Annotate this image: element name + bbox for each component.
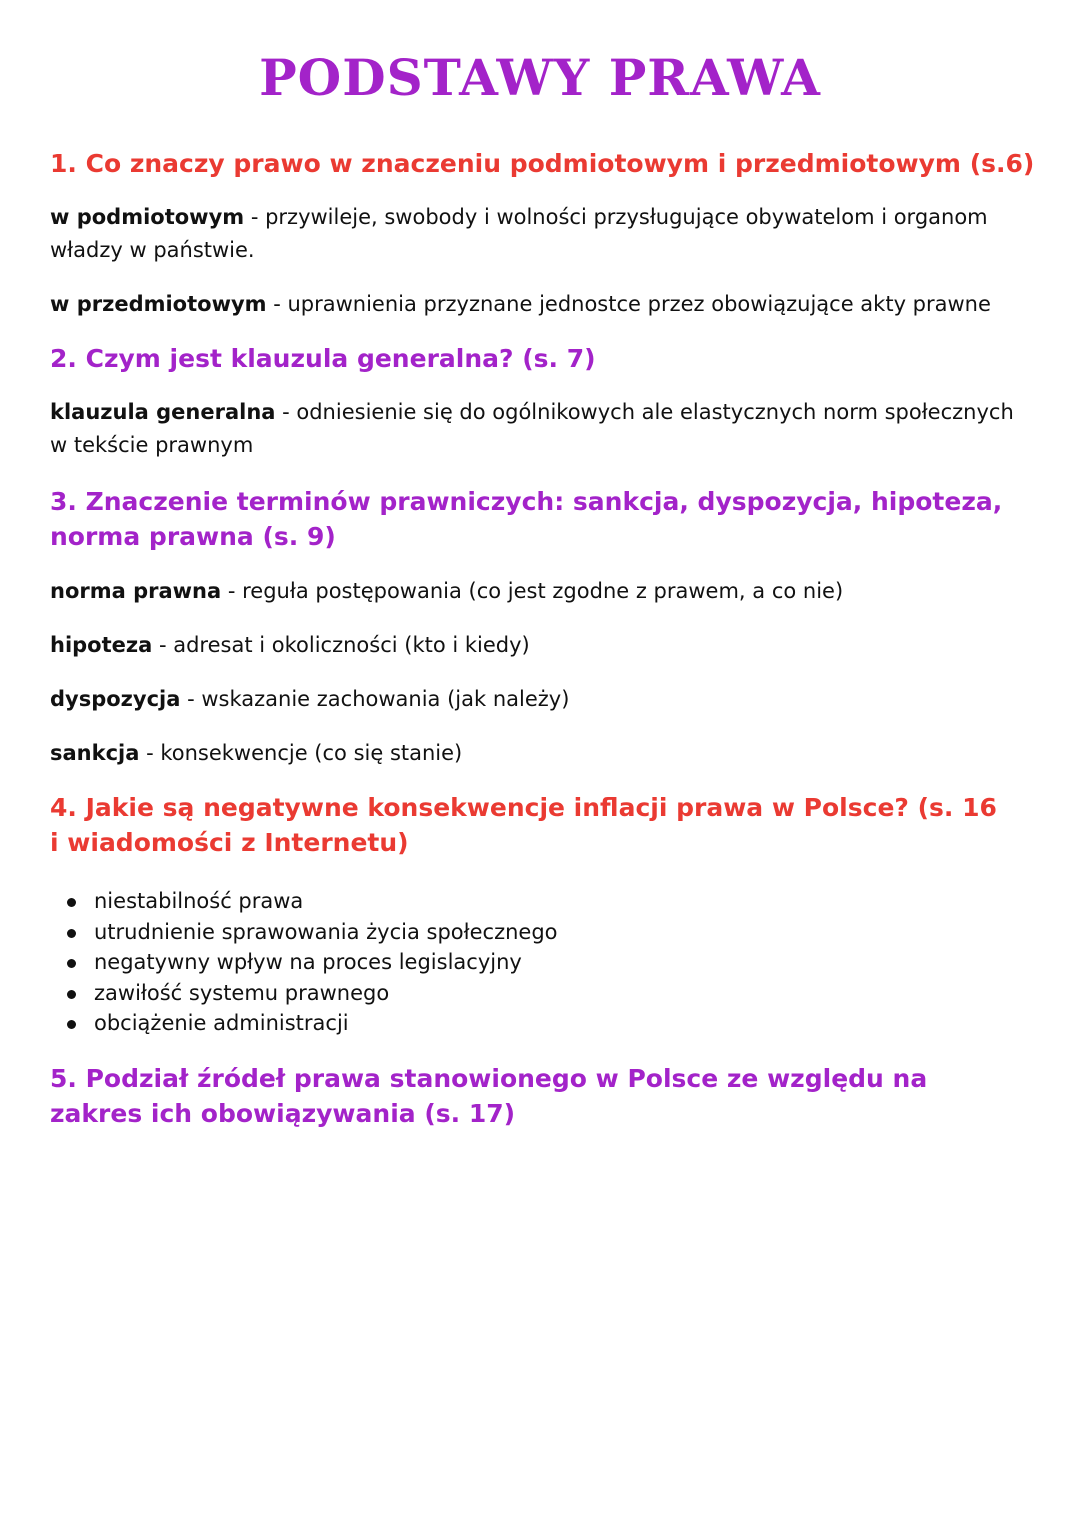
- list-item-text: negatywny wpływ na proces legislacyjny: [94, 950, 522, 974]
- bullet-icon: [67, 929, 76, 938]
- definition: - uprawnienia przyznane jednostce przez obowiązujące akty prawne: [266, 292, 991, 316]
- definition: - reguła postępowania (co jest zgodne z prawem, a co nie): [221, 579, 844, 603]
- bullet-icon: [67, 1020, 76, 1029]
- answer-3d: [50, 737, 1035, 770]
- definition: - wskazanie zachowania (jak należy): [180, 687, 570, 711]
- question-5-heading: 5. Podział źródeł prawa stanowionego w Polsce ze względu na zakres ich obowiązywania (s. 17): [50, 1063, 928, 1128]
- list-item-text: niestabilność prawa: [94, 889, 304, 913]
- term: hipoteza: [50, 633, 153, 657]
- question-1-heading: 1. Co znaczy prawo w znaczeniu podmiotowym i przedmiotowym (s.6): [50, 149, 1035, 178]
- answer-3b: [50, 629, 1035, 662]
- list-item: [50, 917, 1035, 948]
- list-item-text: utrudnienie sprawowania życia społecznego: [94, 919, 558, 944]
- answer-3c: [50, 683, 1035, 716]
- question-2-heading: 2. Czym jest klauzula generalna? (s. 7): [50, 344, 596, 373]
- question-3-heading: 3. Znaczenie terminów prawniczych: sankcja, dyspozycja, hipoteza, norma prawna (s. 9): [50, 487, 1003, 551]
- definition: - przywileje, swobody i wolności przysługujące obywatelom i organom władzy w państwie.: [50, 205, 988, 262]
- term: dyspozycja: [50, 687, 181, 711]
- list-item: [50, 886, 1035, 917]
- definition: - odniesienie się do ogólnikowych ale elastycznych norm społecznych w tekście prawnym: [50, 400, 1014, 457]
- list-item: [50, 1008, 1035, 1039]
- term: klauzula generalna: [50, 400, 276, 424]
- term: sankcja: [50, 741, 140, 765]
- list-item-text: obciążenie administracji: [94, 1011, 349, 1035]
- answer-1a: [50, 201, 1025, 267]
- term: w podmiotowym: [50, 205, 245, 229]
- page-title: PODSTAWY PRAWA: [259, 48, 821, 107]
- term: w przedmiotowym: [50, 292, 267, 316]
- bullet-icon: [67, 898, 76, 907]
- list-item-text: zawiłość systemu prawnego: [94, 980, 390, 1005]
- bullet-icon: [67, 959, 76, 968]
- consequences-list: [50, 886, 1035, 1039]
- answer-1b: [50, 288, 1035, 321]
- question-4-heading: 4. Jakie są negatywne konsekwencje inflacji prawa w Polsce? (s. 16 i wiadomości z Internetu): [50, 793, 997, 857]
- term: norma prawna: [50, 579, 222, 603]
- definition: - adresat i okoliczności (kto i kiedy): [152, 633, 530, 657]
- bullet-icon: [67, 990, 76, 999]
- answer-2: [50, 396, 1025, 462]
- list-item: [50, 978, 1035, 1009]
- document-content: [50, 146, 1035, 1131]
- definition: - konsekwencje (co się stanie): [139, 741, 463, 765]
- answer-3a: [50, 575, 1035, 608]
- list-item: [50, 947, 1035, 978]
